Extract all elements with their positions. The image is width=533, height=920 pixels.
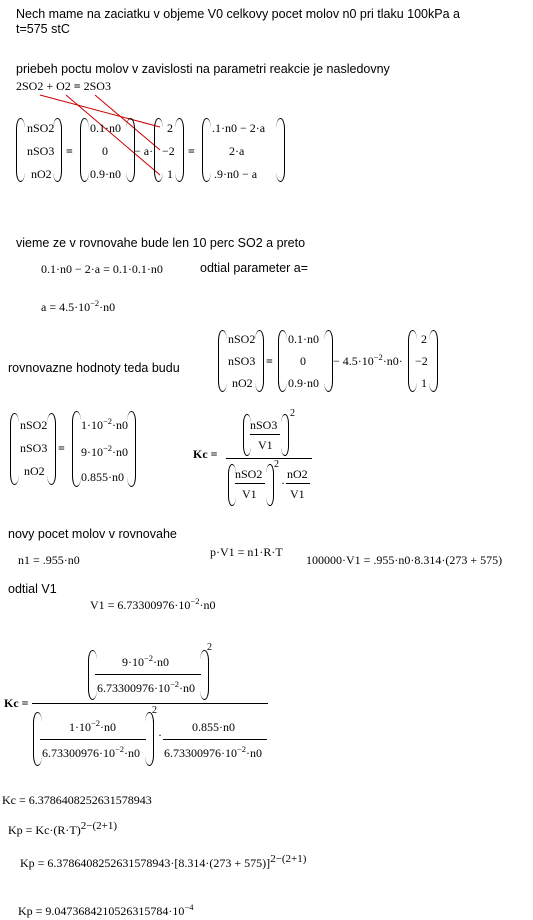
m1-res-2: .9·n0 − a bbox=[214, 167, 258, 181]
fraction-bar bbox=[95, 674, 201, 675]
m2-coef-1: −2 bbox=[415, 354, 428, 368]
kcn-num-top-tail: ·n0 bbox=[153, 655, 170, 669]
n1-equation: n1 = .955·n0 bbox=[18, 553, 80, 567]
m1-minus-a: − a· bbox=[134, 144, 154, 158]
kc-num-top: nSO3 bbox=[250, 418, 278, 432]
m1-init-2: 0.9·n0 bbox=[90, 167, 121, 181]
odtial-v1-label: odtial V1 bbox=[8, 582, 57, 596]
intro-line-1: Nech mame na zaciatku v objeme V0 celkovy pocet molov n0 pri tlaku 100kPa a bbox=[16, 7, 460, 21]
kc-result: Kc = 6.3786408252631578943 bbox=[2, 793, 152, 807]
paren-right bbox=[53, 118, 62, 182]
m2-minus-exp: −2 bbox=[373, 352, 383, 362]
odtial-a-label: odtial parameter a= bbox=[200, 261, 309, 275]
kcn-den1-top-base: 1·10 bbox=[69, 720, 91, 734]
equals-sign: = bbox=[66, 144, 73, 158]
kcn-den1-bot-exp: −2 bbox=[115, 744, 125, 754]
kc-num-exp: 2 bbox=[290, 408, 295, 419]
v1-base: V1 = 6.73300976·10 bbox=[90, 598, 191, 612]
kcn-den2-bot-tail: ·n0 bbox=[246, 746, 263, 760]
paren-right bbox=[266, 464, 274, 506]
equilibrium-note: vieme ze v rovnovahe bude len 10 perc SO2 a preto bbox=[16, 236, 306, 250]
kc-den1-exp: 2 bbox=[274, 459, 279, 470]
kcn-den1-top bbox=[69, 720, 116, 735]
m3-val-0 bbox=[81, 418, 128, 433]
kcn-num-bot bbox=[97, 681, 195, 696]
m3-val-1-base: 9·10 bbox=[81, 445, 103, 459]
kp-substituted-base: Kp = 6.3786408252631578943·[8.314·(273 + 575)] bbox=[20, 856, 271, 870]
a-value bbox=[41, 300, 115, 315]
m3-lhs-1: nSO3 bbox=[20, 441, 48, 455]
m3-val-1 bbox=[81, 445, 128, 460]
m3-lhs-0: nSO2 bbox=[20, 418, 48, 432]
kcn-den2-bot bbox=[164, 746, 262, 761]
kcn-den1-bot-base: 6.73300976·10 bbox=[42, 746, 115, 760]
kc-dot: · bbox=[281, 476, 285, 490]
paren-right bbox=[255, 330, 264, 392]
fraction-bar bbox=[286, 483, 310, 484]
kcn-num-top-exp: −2 bbox=[144, 653, 154, 663]
m1-init-1: 0 bbox=[102, 144, 108, 158]
m2-lhs-1: nSO3 bbox=[228, 354, 256, 368]
reaction-right: 2SO3 bbox=[83, 79, 111, 93]
m2-minus-tail: ·n0· bbox=[382, 354, 403, 368]
pressure-equation: 100000·V1 = .955·n0·8.314·(273 + 575) bbox=[306, 553, 503, 567]
v1-value bbox=[90, 598, 215, 613]
ideal-gas-equation: p·V1 = n1·R·T bbox=[210, 545, 283, 559]
m2-minus-base: − 4.5·10 bbox=[333, 354, 374, 368]
m2-lhs-2: nO2 bbox=[232, 376, 253, 390]
kc-numeric-lhs: Kc = bbox=[4, 696, 29, 710]
kcn-den1-bot-tail: ·n0 bbox=[124, 746, 141, 760]
paren-left bbox=[80, 118, 89, 182]
kp-result bbox=[18, 904, 193, 919]
v1-exp: −2 bbox=[190, 596, 200, 606]
kcn-num-top bbox=[122, 655, 169, 670]
m1-coef-2: 1 bbox=[167, 167, 173, 181]
kcn-num-bot-base: 6.73300976·10 bbox=[97, 681, 170, 695]
equals-sign: = bbox=[58, 441, 65, 455]
m3-val-1-exp: −2 bbox=[103, 443, 113, 453]
kc-den1-bot: V1 bbox=[242, 487, 257, 501]
paren-right bbox=[281, 414, 289, 456]
kcn-dot: · bbox=[158, 728, 162, 742]
kcn-den1-bot bbox=[42, 746, 140, 761]
m1-coef-1: −2 bbox=[162, 144, 175, 158]
paren-right bbox=[276, 118, 285, 182]
paren-left bbox=[278, 330, 287, 392]
fraction-bar bbox=[163, 739, 267, 740]
kc-lhs: Kc = bbox=[193, 447, 218, 461]
m2-coef-2: 1 bbox=[421, 376, 427, 390]
m3-val-2 bbox=[81, 470, 124, 485]
reaction-equals: = bbox=[73, 79, 81, 93]
paren-right bbox=[324, 330, 333, 392]
fraction-bar bbox=[40, 739, 146, 740]
paren-right bbox=[200, 650, 209, 700]
kcn-num-bot-exp: −2 bbox=[170, 679, 180, 689]
kcn-den1-top-tail: ·n0 bbox=[100, 720, 117, 734]
equals-sign: = bbox=[266, 354, 273, 368]
kc-den1-top: nSO2 bbox=[235, 467, 263, 481]
equals-sign: = bbox=[188, 144, 195, 158]
kp-result-base: Kp = 9.0473684210526315784·10 bbox=[18, 904, 185, 918]
paren-right bbox=[127, 411, 136, 487]
intro-line-2: t=575 stC bbox=[16, 22, 70, 36]
fraction-bar bbox=[250, 434, 280, 435]
paren-right bbox=[175, 118, 184, 182]
kc-den2-top: nO2 bbox=[287, 467, 308, 481]
m1-lhs-0: nSO2 bbox=[27, 121, 55, 135]
paren-left bbox=[72, 411, 81, 487]
a-value-tail: ·n0 bbox=[99, 300, 116, 314]
paren-right bbox=[429, 330, 438, 392]
m3-val-0-base: 1·10 bbox=[81, 418, 103, 432]
m1-coef-0: 2 bbox=[167, 121, 173, 135]
paren-left bbox=[202, 118, 211, 182]
paren-right bbox=[145, 712, 154, 766]
main-fraction-bar bbox=[226, 458, 312, 459]
kp-formula bbox=[8, 820, 117, 838]
m1-lhs-1: nSO3 bbox=[27, 144, 55, 158]
kcn-den1-top-exp: −2 bbox=[91, 718, 101, 728]
m2-lhs-0: nSO2 bbox=[228, 332, 256, 346]
kp-formula-base: Kp = Kc·(R·T) bbox=[8, 823, 81, 837]
kp-formula-exp: 2−(2+1) bbox=[80, 820, 117, 832]
m2-init-2: 0.9·n0 bbox=[288, 376, 319, 390]
v1-tail: ·n0 bbox=[199, 598, 216, 612]
kc-den2-bot: V1 bbox=[290, 487, 305, 501]
m3-val-2-base: 0.855·n0 bbox=[81, 470, 124, 484]
m3-val-1-tail: ·n0 bbox=[112, 445, 129, 459]
m1-init-0: 0.1·n0 bbox=[90, 121, 121, 135]
paren-left bbox=[88, 650, 97, 700]
m1-res-1: 2·a bbox=[229, 144, 245, 158]
m3-val-0-tail: ·n0 bbox=[112, 418, 129, 432]
kc-num-bot: V1 bbox=[258, 438, 273, 452]
kcn-num-exp: 2 bbox=[207, 642, 212, 653]
paren-left bbox=[218, 330, 227, 392]
equation-a: 0.1·n0 − 2·a = 0.1·0.1·n0 bbox=[41, 262, 163, 276]
kcn-den1-exp: 2 bbox=[152, 705, 157, 716]
paren-left bbox=[10, 413, 19, 485]
new-moles-label: novy pocet molov v rovnovahe bbox=[8, 527, 177, 541]
kp-substituted-exp: 2−(2+1) bbox=[270, 853, 307, 865]
m3-val-0-exp: −2 bbox=[103, 416, 113, 426]
m1-res-0: .1·n0 − 2·a bbox=[212, 121, 266, 135]
kcn-den2-bot-base: 6.73300976·10 bbox=[164, 746, 237, 760]
kcn-num-bot-tail: ·n0 bbox=[179, 681, 196, 695]
kcn-den2-top: 0.855·n0 bbox=[192, 720, 235, 734]
kp-result-exp: −4 bbox=[184, 902, 194, 912]
reaction-description: priebeh poctu molov v zavislosti na parametri reakcie je nasledovny bbox=[16, 62, 390, 76]
kcn-den2-bot-exp: −2 bbox=[237, 744, 247, 754]
kp-substituted bbox=[20, 853, 307, 871]
paren-right bbox=[47, 413, 56, 485]
kcn-num-top-base: 9·10 bbox=[122, 655, 144, 669]
rovnovazne-label: rovnovazne hodnoty teda budu bbox=[8, 361, 180, 375]
m3-lhs-2: nO2 bbox=[24, 464, 45, 478]
paren-left bbox=[16, 118, 25, 182]
a-value-exp: −2 bbox=[90, 298, 100, 308]
m2-minus-term bbox=[333, 354, 403, 369]
main-fraction-bar bbox=[32, 703, 268, 704]
m2-init-0: 0.1·n0 bbox=[288, 332, 319, 346]
fraction-bar bbox=[235, 483, 265, 484]
m1-lhs-2: nO2 bbox=[31, 167, 52, 181]
m2-coef-0: 2 bbox=[421, 332, 427, 346]
a-value-base: a = 4.5·10 bbox=[41, 300, 91, 314]
reaction-left: 2SO2 + O2 bbox=[16, 79, 71, 93]
m2-init-1: 0 bbox=[300, 354, 306, 368]
